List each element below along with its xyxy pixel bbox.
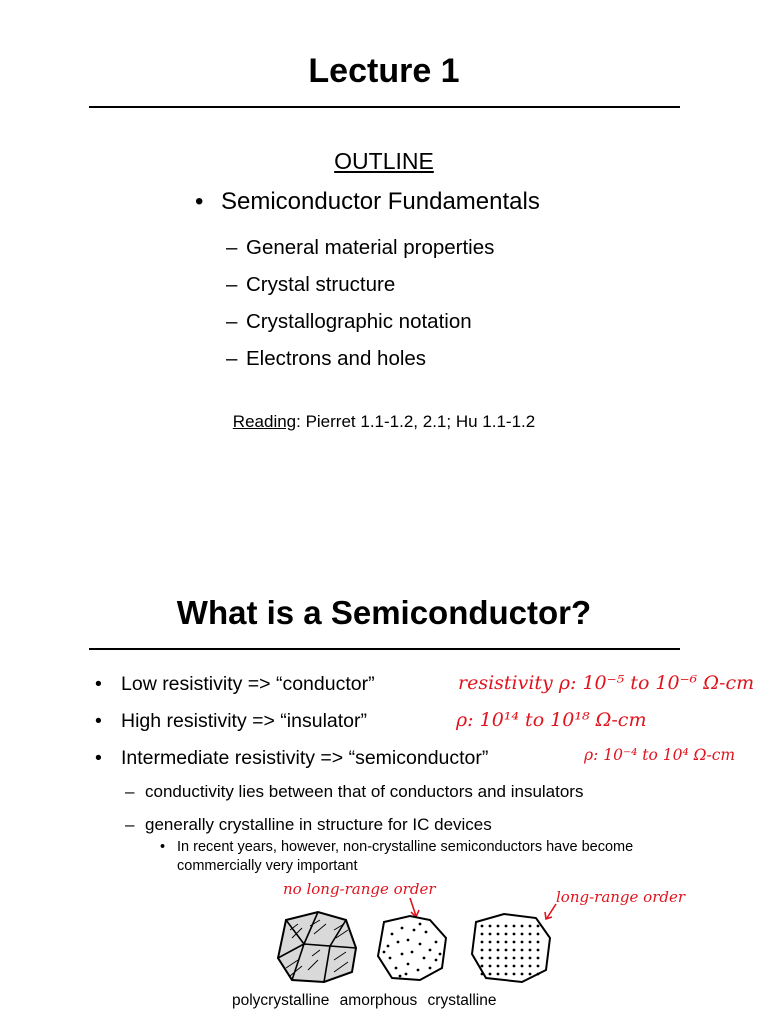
lattice-dot <box>489 965 492 968</box>
lattice-dot <box>529 925 532 928</box>
arrow-crystalline <box>547 904 556 918</box>
lattice-dot <box>521 973 524 976</box>
polycrystalline-shape <box>278 912 356 982</box>
lattice-dot <box>497 949 500 952</box>
sub-bullet-list <box>125 775 583 841</box>
lattice-dot <box>513 965 516 968</box>
note-insulator: ρ: 10¹⁴ to 10¹⁸ Ω-cm <box>456 709 647 731</box>
lattice-dot <box>537 965 540 968</box>
reading-text: : Pierret 1.1-1.2, 2.1; Hu 1.1-1.2 <box>296 412 536 431</box>
lattice-dot <box>481 957 484 960</box>
reading-line <box>0 412 768 432</box>
sub-bullet: – generally crystalline in structure for IC devices <box>125 815 492 834</box>
lattice-dot <box>489 941 492 944</box>
title-divider <box>89 106 680 108</box>
lattice-dot <box>481 949 484 952</box>
lattice-dot <box>481 941 484 944</box>
lattice-dot <box>497 925 500 928</box>
lattice-dot <box>497 933 500 936</box>
lattice-dot <box>529 933 532 936</box>
slide2-title: What is a Semiconductor? <box>176 594 592 631</box>
lattice-dot <box>505 925 508 928</box>
slide2-divider <box>89 648 680 650</box>
note-long-range-order: long-range order <box>556 888 686 906</box>
lattice-dot <box>521 941 524 944</box>
lattice-dot <box>537 941 540 944</box>
lattice-dot <box>521 949 524 952</box>
lattice-dot <box>529 941 532 944</box>
sub-bullet: – conductivity lies between that of conductors and insulators <box>125 782 584 801</box>
lattice-dot <box>537 925 540 928</box>
lattice-dot <box>537 957 540 960</box>
lattice-dot <box>489 925 492 928</box>
main-bullet: • Semiconductor Fundamentals <box>195 188 540 215</box>
note-conductor: resistivity ρ: 10⁻⁵ to 10⁻⁶ Ω-cm <box>458 672 755 694</box>
lattice-dot <box>513 933 516 936</box>
figure-labels <box>232 992 496 1010</box>
lattice-dot <box>497 973 500 976</box>
subsub-bullet: • In recent years, however, non-crystalline semiconductors have become commercially very important <box>160 838 660 876</box>
lattice-dot <box>521 925 524 928</box>
outline-subitem: – Crystallographic notation <box>226 310 472 333</box>
bullet-item: • Low resistivity => “conductor” <box>95 673 375 695</box>
lattice-dot <box>497 941 500 944</box>
lattice-dot <box>537 949 540 952</box>
lattice-dot <box>513 925 516 928</box>
lattice-dot <box>505 957 508 960</box>
lattice-dot <box>513 957 516 960</box>
outline-subitem: – Crystal structure <box>226 273 396 296</box>
label-amorphous: amorphous <box>339 992 418 1009</box>
lattice-dot <box>521 957 524 960</box>
outline-heading: OUTLINE <box>334 148 434 174</box>
main-bullet-text: Semiconductor Fundamentals <box>221 188 540 215</box>
bullet-item: • High resistivity => “insulator” <box>95 710 367 732</box>
lattice-dot <box>521 933 524 936</box>
lattice-dot <box>489 973 492 976</box>
lattice-dot <box>481 925 484 928</box>
lattice-dot <box>489 949 492 952</box>
subsub-bullet-text: In recent years, however, non-crystalline semiconductors have become commercially very important <box>177 839 634 874</box>
lattice-dot <box>505 933 508 936</box>
lattice-dot <box>513 941 516 944</box>
amorphous-shape <box>378 916 446 980</box>
lattice-dot <box>489 933 492 936</box>
bullet-item: • Intermediate resistivity => “semiconductor” <box>95 747 489 769</box>
crystal-structure-figure <box>260 890 580 990</box>
lattice-dot <box>489 957 492 960</box>
outline-sublist <box>226 229 494 377</box>
reading-label: Reading <box>232 412 297 431</box>
lattice-dot <box>529 973 532 976</box>
label-crystalline: crystalline <box>427 992 497 1009</box>
lattice-dot <box>505 941 508 944</box>
lattice-dot <box>481 973 484 976</box>
lattice-dot <box>537 973 540 976</box>
lattice-dot <box>505 973 508 976</box>
lattice-dot <box>521 965 524 968</box>
lattice-dot <box>529 949 532 952</box>
lattice-dot <box>537 933 540 936</box>
lattice-dot <box>497 965 500 968</box>
lattice-dot <box>529 957 532 960</box>
lattice-dot <box>481 965 484 968</box>
note-no-long-range-order: no long-range order <box>283 880 436 898</box>
lattice-dot <box>505 949 508 952</box>
lattice-dot <box>497 957 500 960</box>
lattice-dot <box>505 965 508 968</box>
outline-subitem: – General material properties <box>226 236 495 259</box>
lattice-dot <box>529 965 532 968</box>
label-polycrystalline: polycrystalline <box>232 992 330 1009</box>
lattice-dot <box>513 949 516 952</box>
outline-subitem: – Electrons and holes <box>226 347 427 370</box>
lecture-title: Lecture 1 <box>308 52 460 90</box>
lattice-dot <box>513 973 516 976</box>
note-semiconductor: ρ: 10⁻⁴ to 10⁴ Ω-cm <box>584 746 736 764</box>
lattice-dot <box>481 933 484 936</box>
crystalline-shape <box>472 914 550 982</box>
